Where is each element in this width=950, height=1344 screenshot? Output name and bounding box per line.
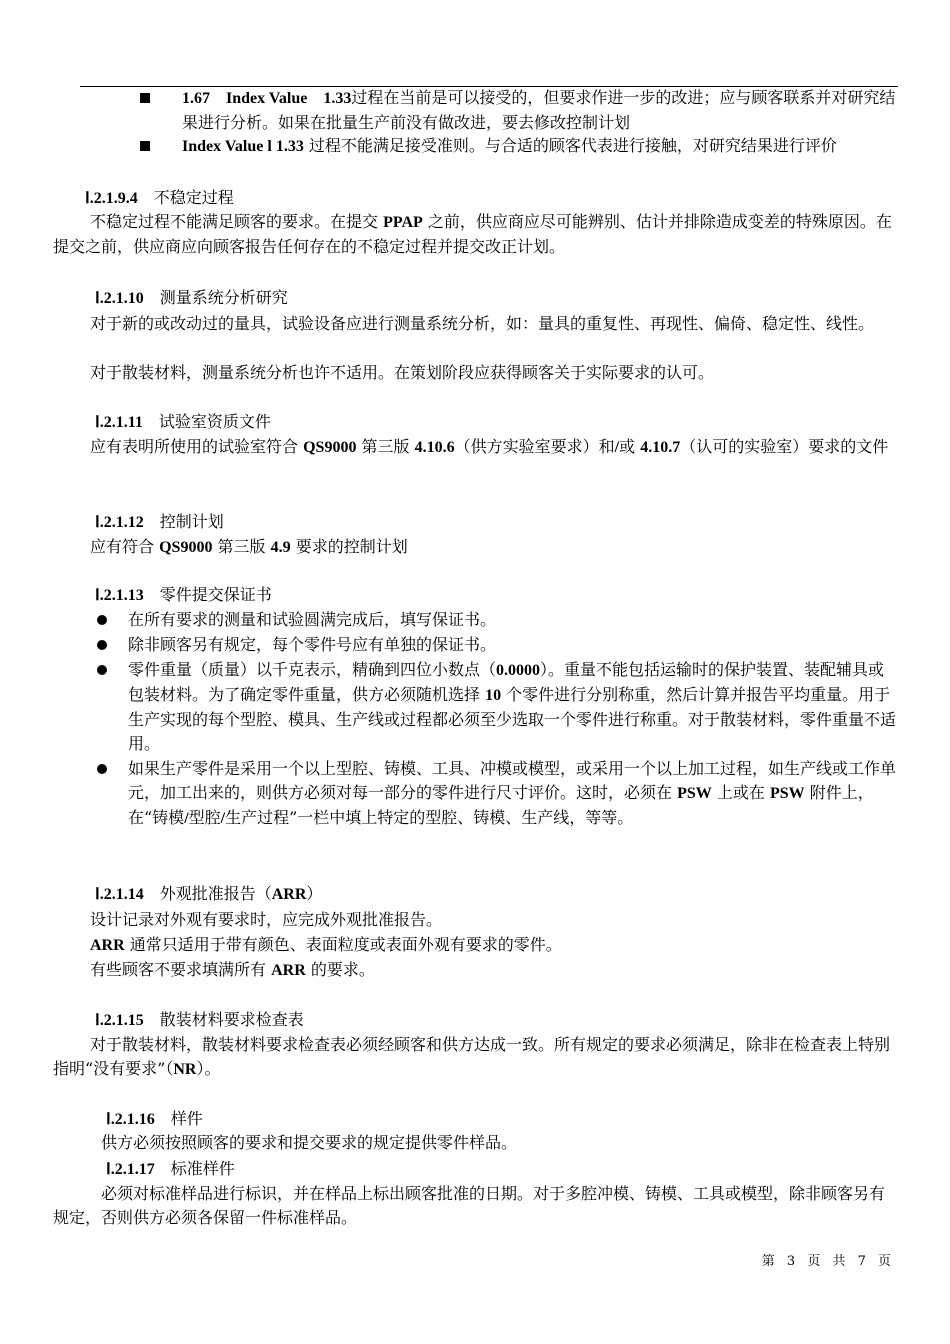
- bullet-bold: 1.67 Index Value 1.33: [182, 90, 352, 107]
- section-heading-2114: [95, 882, 322, 907]
- bold-run: 10: [485, 687, 502, 704]
- section-title-end: ）: [306, 884, 323, 903]
- paragraph: [101, 1131, 898, 1155]
- bold-run: PSW: [677, 785, 712, 802]
- section-heading-2112: [95, 510, 224, 535]
- bold-run: 4.10.6: [414, 439, 455, 456]
- text-run: 上或在: [711, 783, 770, 802]
- square-bullet-icon: [140, 141, 150, 151]
- paragraph: [53, 210, 898, 259]
- bullet-index-1-67: [182, 86, 898, 135]
- paragraph-runs: [53, 1035, 890, 1078]
- section-heading-2116: [106, 1107, 203, 1132]
- list-item-runs: [128, 610, 496, 629]
- text-run: 如果生产零件是采用一个以上型腔、铸模、工具、冲模或模型，或采用一个以上加工过程，如生产线或工作单元，加工出来的，则供方必须对每一部分的零件进行尺寸评价。这时，必须在: [128, 759, 897, 802]
- bold-run: ARR: [90, 937, 125, 954]
- paragraph-text: 对于新的或改动过的量具，试验设备应进行测量系统分析，如：量具的重复性、再现性、偏倚、稳定性、线性。: [90, 314, 875, 333]
- round-bullet-icon: [97, 640, 107, 650]
- section-heading-2111: [95, 410, 271, 435]
- bold-run: PSW: [769, 785, 805, 802]
- section-title: 不稳定过程: [153, 188, 234, 207]
- bold-run: 4.10.7: [640, 439, 681, 456]
- bold-run: PPAP: [383, 214, 423, 231]
- paragraph: [90, 933, 898, 958]
- text-run: 通常只适用于带有颜色、表面粒度或表面外观有要求的零件。: [124, 935, 562, 954]
- text-run: 应有符合: [90, 537, 160, 556]
- text-run: 个零件进行分别称重，然后计算并报告平均重量。用于生产实现的每个型腔、模具、生产线或过程都必须至少选取一个零件进行称重。对于散装材料，零件重量不适用。: [128, 685, 897, 753]
- section-number: Ⅰ.2.1.16: [106, 1111, 155, 1128]
- paragraph: [90, 908, 898, 932]
- text-run: 生产过程”一栏中填上特定的型腔、铸模、生产线，等等。: [225, 808, 634, 827]
- bullet-text: 过程不能满足接受准则。与合适的顾客代表进行接触，对研究结果进行评价: [303, 136, 837, 155]
- bold-run: ARR: [271, 962, 306, 979]
- paragraph-runs: [90, 960, 375, 979]
- paragraph: [53, 1033, 898, 1082]
- text-run: 零件重量（质量）以千克表示，精确到四位小数点（: [128, 660, 497, 679]
- paragraph: [53, 435, 898, 460]
- section-number: Ⅰ.2.1.9.4: [85, 190, 138, 207]
- text-run: 有些顾客不要求填满所有: [90, 960, 272, 979]
- round-bullet-icon: [97, 764, 107, 774]
- paragraph-runs: [90, 537, 408, 556]
- list-item-runs: [128, 660, 896, 753]
- section-heading-2110: [95, 286, 288, 311]
- section-title: 外观批准报告（: [159, 884, 272, 903]
- section-heading-2115: [95, 1008, 304, 1033]
- section-title: 零件提交保证书: [159, 585, 272, 604]
- round-bullet-icon: [97, 665, 107, 675]
- page-number: 第 3 页 共 7 页: [761, 1254, 895, 1269]
- text-run: 第三版: [212, 537, 271, 556]
- section-number: Ⅰ.2.1.15: [95, 1012, 144, 1029]
- list-item: [128, 633, 898, 657]
- section-heading-2194: [85, 186, 234, 211]
- paragraph-runs: [90, 437, 888, 456]
- list-item-runs: [128, 759, 896, 827]
- section-number: Ⅰ.2.1.10: [95, 290, 144, 307]
- section-title: 试验室资质文件: [158, 412, 271, 431]
- text-run: 的要求。: [305, 960, 375, 979]
- bullet-index-1-33: [182, 134, 898, 159]
- list-item: [128, 608, 898, 632]
- section-heading-2113: [95, 583, 272, 608]
- text-run: 型腔: [188, 808, 221, 827]
- section-number: Ⅰ.2.1.13: [95, 587, 144, 604]
- text-run: 除非顾客另有规定，每个零件号应有单独的保证书。: [128, 635, 497, 654]
- list-item-runs: [128, 635, 496, 654]
- paragraph-runs: [90, 935, 562, 954]
- list-item: [128, 757, 898, 831]
- bold-run: NR: [173, 1061, 197, 1078]
- section-heading-2117: [106, 1157, 235, 1182]
- paragraph-text: 对于散装材料，测量系统分析也许不适用。在策划阶段应获得顾客关于实际要求的认可。: [90, 363, 715, 382]
- section-number: Ⅰ.2.1.17: [106, 1161, 155, 1178]
- round-bullet-icon: [97, 615, 107, 625]
- bullet-text: 过程在当前是可以接受的，但要求作进一步的改进；应与顾客联系并对研究结果进行分析。如果在批量生产前没有做改进，要去修改控制计划: [182, 88, 896, 132]
- text-run: （认可的实验室）要求的文件: [680, 437, 889, 456]
- bullet-bold: Index Value l 1.33: [182, 138, 304, 155]
- list-item: [128, 658, 898, 756]
- text-run: 附件上，在“铸模: [128, 783, 874, 827]
- section-number: Ⅰ.2.1.14: [95, 886, 144, 903]
- bold-run: /: [220, 810, 226, 827]
- text-run: 或: [619, 437, 641, 456]
- text-run: ）。: [196, 1059, 221, 1078]
- bold-run: QS9000: [303, 439, 357, 456]
- section-title: 测量系统分析研究: [159, 288, 288, 307]
- text-run: 不稳定过程不能满足顾客的要求。在提交: [90, 212, 384, 231]
- section-title: 散装材料要求检查表: [159, 1010, 304, 1029]
- section-title: 标准样件: [170, 1159, 235, 1178]
- paragraph-text: 设计记录对外观有要求时，应完成外观批准报告。: [90, 910, 443, 929]
- text-run: （供方实验室要求）和: [454, 437, 615, 456]
- text-run: 对于散装材料，散装材料要求检查表必须经顾客和供方达成一致。所有规定的要求必须满足，除非在检查表上特别指明“没有要求”（: [53, 1035, 891, 1078]
- text-run: ）。重量不能包括运输时的保护装置、装配辅具或包装材料。为了确定零件重量，供方必须随机选择: [128, 660, 885, 704]
- paragraph: [53, 312, 898, 336]
- text-run: 在所有要求的测量和试验圆满完成后，填写保证书。: [128, 610, 497, 629]
- text-run: 应有表明所使用的试验室符合: [90, 437, 304, 456]
- section-number: Ⅰ.2.1.12: [95, 514, 144, 531]
- paragraph: [53, 1182, 898, 1230]
- paragraph: [90, 958, 898, 983]
- text-run: 之前，供应商应尽可能辨别、估计并排除造成变差的特殊原因。在提交之前，供应商应向顾客报告任何存在的不稳定过程并提交改正计划。: [53, 212, 892, 256]
- section-title-bold: ARR: [271, 886, 307, 903]
- paragraph-text: 必须对标准样品进行标识，并在样品上标出顾客批准的日期。对于多腔冲模、铸模、工具或模型，除非顾客另有规定，否则供方必须各保留一件标准样品。: [53, 1184, 886, 1227]
- section-title: 控制计划: [159, 512, 224, 531]
- bold-run: 0.0000: [496, 662, 541, 679]
- paragraph-runs: [53, 212, 892, 256]
- paragraph: [90, 535, 898, 560]
- bold-run: QS9000: [159, 539, 213, 556]
- section-title: 样件: [170, 1109, 203, 1128]
- section-number: Ⅰ.2.1.11: [95, 414, 143, 431]
- paragraph-text: 供方必须按照顾客的要求和提交要求的规定提供零件样品。: [101, 1133, 518, 1152]
- paragraph: [90, 361, 898, 385]
- bold-run: /: [184, 810, 189, 827]
- text-run: 第三版: [356, 437, 415, 456]
- text-run: 要求的控制计划: [290, 537, 408, 556]
- bold-run: /: [614, 439, 620, 456]
- square-bullet-icon: [140, 93, 150, 103]
- bold-run: 4.9: [270, 539, 291, 556]
